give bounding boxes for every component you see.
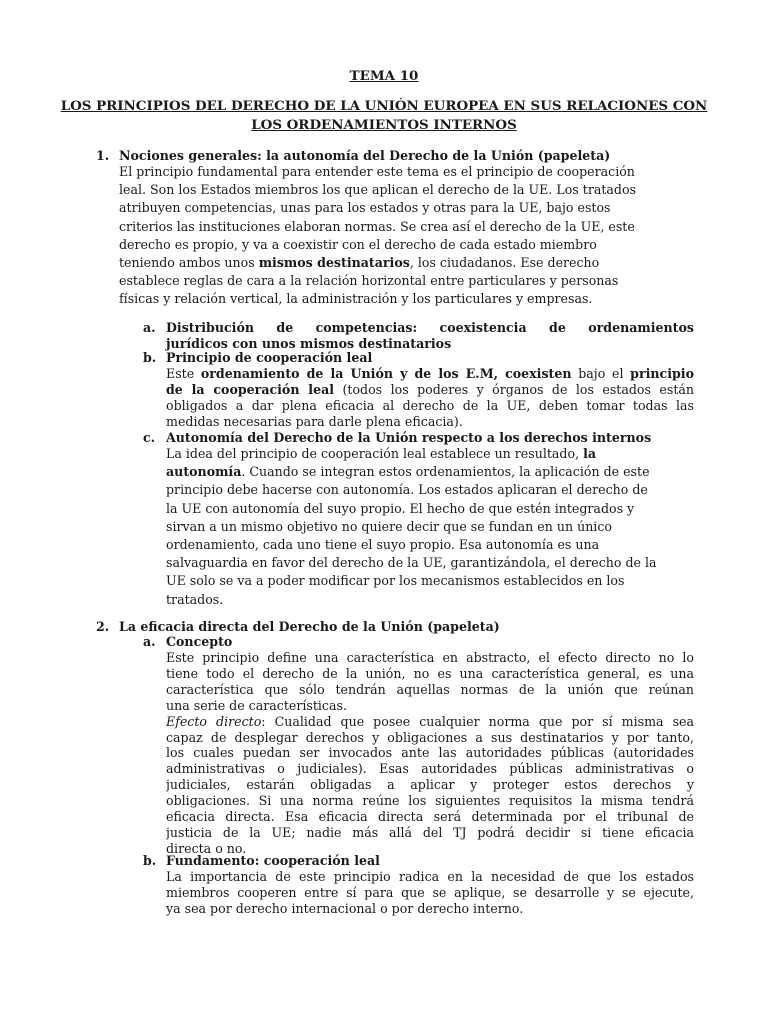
text-run: una serie de características. bbox=[166, 697, 347, 713]
page-subtitle-line-1: LOS PRINCIPIOS DEL DERECHO DE LA UNIÓN EUROPEA EN SUS RELACIONES CON bbox=[60, 98, 708, 114]
section-1-heading: Nociones generales: la autonomía del Derecho de la Unión (papeleta) bbox=[119, 148, 611, 163]
text-run: , los ciudadanos. Ese derecho bbox=[409, 255, 600, 270]
section-2a-letter: a. bbox=[143, 634, 156, 649]
text-run: ya sea por derecho internacional o por derecho interno. bbox=[166, 900, 524, 916]
paragraph-line bbox=[166, 501, 634, 517]
text-run: Este principio define una característica en abstracto, el efecto directo no lo bbox=[166, 650, 694, 665]
page-subtitle-line-2: LOS ORDENAMIENTOS INTERNOS bbox=[251, 117, 517, 133]
text-run: medidas necesarias para darle plena eficacia). bbox=[166, 414, 463, 429]
paragraph-line bbox=[166, 809, 694, 825]
paragraph-line bbox=[166, 650, 694, 666]
paragraph-line bbox=[166, 761, 694, 777]
paragraph-line bbox=[119, 237, 597, 253]
paragraph-line bbox=[166, 730, 694, 746]
paragraph-line bbox=[166, 555, 657, 571]
section-2b-letter: b. bbox=[143, 853, 157, 868]
section-2-heading: La eficacia directa del Derecho de la Unión (papeleta) bbox=[119, 619, 500, 634]
section-1a-heading-line-1: Distribución de competencias: coexistencia de ordenamientos bbox=[166, 320, 694, 335]
text-run: justicia de la UE; nadie más allá del TJ podrá decidir si tiene eficacia bbox=[166, 824, 694, 840]
section-2b-heading: Fundamento: cooperación leal bbox=[166, 853, 380, 868]
paragraph-line bbox=[166, 885, 694, 901]
text-run: miembros cooperen entre sí para que se aplique, se desarrolle y se ejecute, bbox=[166, 884, 694, 900]
text-run: bajo el bbox=[571, 366, 631, 381]
section-1a-letter: a. bbox=[143, 320, 156, 335]
text-run: La idea del principio de cooperación leal establece un resultado, bbox=[166, 446, 584, 461]
text-run: mismos destinatarios bbox=[258, 255, 410, 270]
text-run: la UE con autonomía del suyo propio. El hecho de que estén integrados y bbox=[166, 500, 635, 516]
paragraph-line bbox=[119, 219, 635, 235]
paragraph-line bbox=[166, 714, 694, 730]
paragraph-line bbox=[119, 291, 592, 307]
text-run: característica que sólo tendrán aquellas normas de la unión que reúnan bbox=[166, 681, 694, 697]
paragraph-line bbox=[166, 366, 694, 382]
paragraph-line bbox=[119, 164, 635, 180]
paragraph-line bbox=[166, 777, 694, 793]
section-1c-letter: c. bbox=[143, 430, 156, 445]
text-run: judiciales, estarán obligadas a aplicar y proteger estos derechos y bbox=[166, 777, 694, 793]
text-run: La importancia de este principio radica en la necesidad de que los estados bbox=[166, 869, 694, 884]
text-run: administrativas o judiciales). Esas autoridades públicas administrativas o bbox=[166, 761, 694, 777]
paragraph-line bbox=[166, 464, 650, 480]
paragraph-line bbox=[166, 666, 694, 682]
section-1b-heading: Principio de cooperación leal bbox=[166, 350, 373, 365]
text-run: UE solo se va a poder modificar por los mecanismos establecidos en los bbox=[166, 573, 625, 589]
text-run: físicas y relación vertical, la administración y los particulares y empresas. bbox=[119, 291, 593, 307]
text-run: los cuales puedan ser invocados ante las autoridades públicas (autoridades bbox=[166, 745, 694, 761]
text-run: directa o no. bbox=[166, 840, 247, 856]
paragraph-line bbox=[166, 446, 596, 462]
paragraph-line bbox=[166, 825, 694, 841]
section-1a-heading-line-2: jurídicos con unos mismos destinatarios bbox=[166, 336, 452, 351]
section-1c-heading: Autonomía del Derecho de la Unión respecto a los derechos internos bbox=[166, 430, 652, 445]
paragraph-line bbox=[166, 414, 694, 430]
text-run: (todos los poderes y órganos de los estados están bbox=[334, 382, 694, 397]
section-2-number: 2. bbox=[96, 619, 110, 634]
paragraph-line bbox=[166, 482, 648, 498]
paragraph-line bbox=[166, 382, 694, 398]
text-run: la bbox=[583, 446, 597, 461]
text-run: salvaguardia en favor del derecho de la UE, garantizándola, el derecho de la bbox=[166, 555, 657, 571]
paragraph-line bbox=[166, 398, 694, 414]
text-run: tiene todo el derecho de la unión, no es una característica general, es una bbox=[166, 665, 694, 681]
text-run: sirvan a un mismo objetivo no quiere decir que se fundan en un único bbox=[166, 518, 612, 534]
text-run: establece reglas de cara a la relación horizontal entre particulares y personas bbox=[119, 273, 619, 289]
paragraph-line bbox=[166, 869, 694, 885]
section-1b-letter: b. bbox=[143, 350, 157, 365]
text-run: El principio fundamental para entender este tema es el principio de cooperación bbox=[119, 164, 635, 179]
text-run: atribuyen competencias, unas para los estados y otras para la UE, bajo estos bbox=[119, 200, 611, 216]
text-run: de la cooperación leal bbox=[166, 382, 335, 397]
paragraph-line bbox=[166, 793, 694, 809]
text-run: obligados a dar plena eficacia al derecho de la UE, deben tomar todas las bbox=[166, 398, 694, 413]
text-run: criterios las instituciones elaboran normas. Se crea así el derecho de la UE, este bbox=[119, 218, 635, 234]
paragraph-line bbox=[166, 537, 599, 553]
text-run: capaz de desplegar derechos y obligaciones a sus destinatarios y por tanto, bbox=[166, 729, 694, 745]
text-run: obligaciones. Si una norma reúne los siguientes requisitos la misma tendrá bbox=[166, 793, 694, 809]
text-run: ordenamiento, cada uno tiene el suyo propio. Esa autonomía es una bbox=[166, 537, 600, 552]
section-2a-heading: Concepto bbox=[166, 634, 233, 649]
text-run: autonomía bbox=[166, 464, 242, 480]
page-title: TEMA 10 bbox=[349, 68, 419, 84]
text-run: Efecto directo bbox=[166, 713, 262, 729]
paragraph-line bbox=[166, 698, 694, 714]
text-run: tratados. bbox=[166, 591, 224, 607]
text-run: teniendo ambos unos bbox=[119, 255, 259, 270]
text-run: Este bbox=[166, 366, 201, 381]
text-run: . Cuando se integran estos ordenamientos, la aplicación de este bbox=[241, 464, 650, 480]
paragraph-line bbox=[166, 901, 694, 917]
paragraph-line bbox=[166, 573, 624, 589]
paragraph-line bbox=[119, 255, 599, 271]
paragraph-line bbox=[119, 273, 618, 289]
section-1-number: 1. bbox=[96, 148, 110, 163]
text-run: principio debe hacerse con autonomía. Los estados aplicaran el derecho de bbox=[166, 482, 648, 498]
text-run: derecho es propio, y va a coexistir con el derecho de cada estado miembro bbox=[119, 236, 597, 252]
paragraph-line bbox=[166, 592, 223, 608]
text-run: : Cualidad que posee cualquier norma que por sí misma sea bbox=[261, 713, 694, 729]
text-run: ordenamiento de la Unión y de los E.M, coexisten bbox=[200, 366, 572, 381]
paragraph-line bbox=[119, 200, 611, 216]
paragraph-line bbox=[166, 519, 612, 535]
paragraph-line bbox=[166, 682, 694, 698]
text-run: leal. Son los Estados miembros los que aplican el derecho de la UE. Los tratados bbox=[119, 182, 637, 198]
paragraph-line bbox=[166, 745, 694, 761]
paragraph-line bbox=[119, 182, 636, 198]
text-run: principio bbox=[630, 366, 694, 381]
text-run: eficacia directa. Esa eficacia directa será determinada por el tribunal de bbox=[166, 809, 694, 824]
